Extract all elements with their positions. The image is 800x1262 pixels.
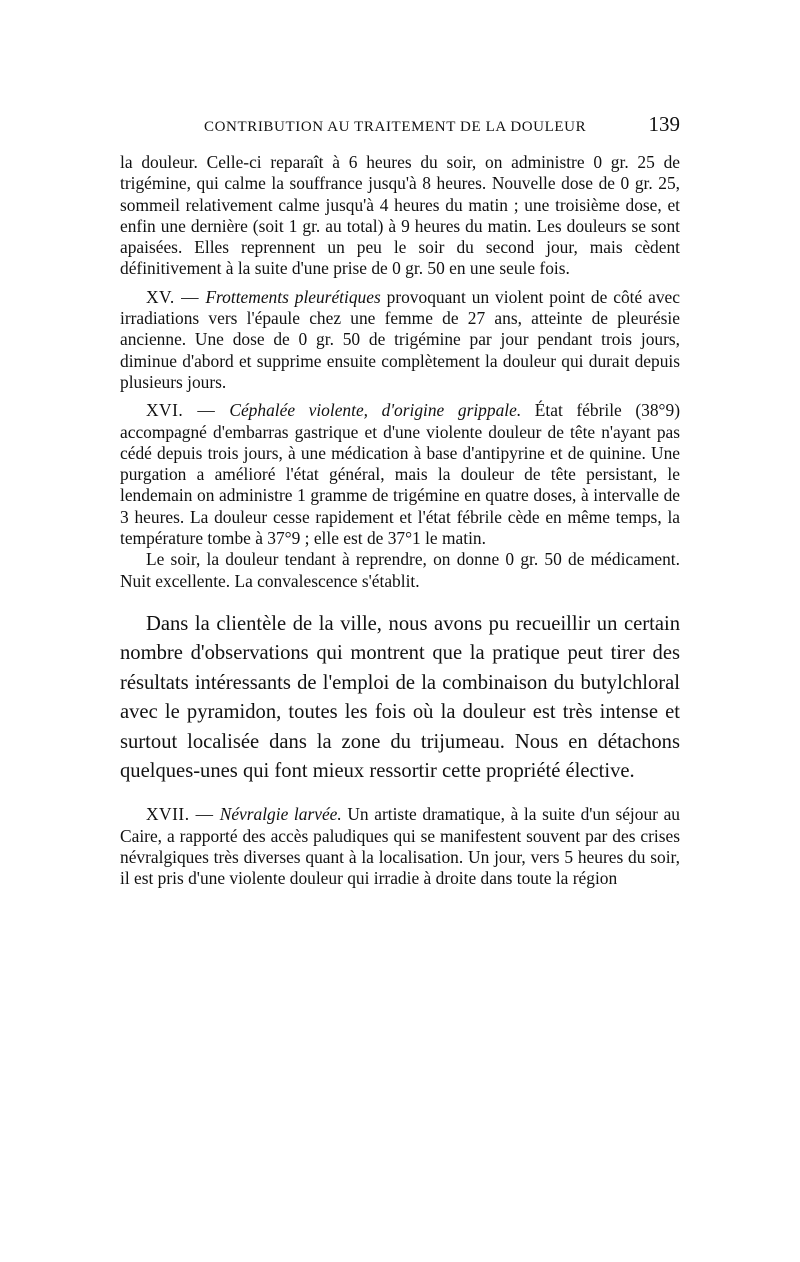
page-body	[120, 152, 680, 890]
observation-title: Céphalée violente, d'origine grippale.	[229, 400, 522, 421]
observation-title: Névralgie larvée.	[219, 804, 342, 825]
observation-title: Frottements pleurétiques	[205, 286, 381, 307]
observation-number: XVII. —	[146, 804, 220, 825]
observation-text: État fébrile (38°9) accompagné d'embarras gastrique et d'une violente douleur de tête n'ayant pas cédé depuis trois jours, à une médication à base d'antipyrine et de quinine. Une purgation a amélioré l'état général, mais la douleur de tête persistant, le lendemain on administre 1 gramme de trigémine en quatre doses, à intervalle de 3 heures. La douleur cesse rapidement et l'état fébrile cède en même temps, la température tombe à 37°9 ; elle est de 37°1 le matin.	[120, 400, 680, 549]
main-paragraph	[120, 610, 680, 786]
page-header	[120, 112, 680, 137]
paragraph-continued: la douleur. Celle-ci reparaît à 6 heures du soir, on administre 0 gr. 25 de trigémine, qui calme la souffrance jusqu'à 8 heures. Nouvelle dose de 0 gr. 25, sommeil relativement calme jusqu'à 4 heures du matin ; une troisième dose, et enfin une dernière (soit 1 gr. au total) à 9 heures du matin. Les douleurs se sont apaisées. Elles reprennent un peu le soir du second jour, mais cèdent définitivement à la suite d'une prise de 0 gr. 50 en une seule fois.	[120, 152, 680, 279]
main-paragraph-text: Dans la clientèle de la ville, nous avons pu recueillir un certain nombre d'observations qui montrent que la pratique peut tirer des résultats intéressants de l'emploi de la combinaison du butylchloral avec le pyramidon, toutes les fois où la douleur est très intense et surtout localisée dans la zone du trijumeau. Nous en détachons quelques-unes qui font mieux ressortir cette propriété élective.	[120, 612, 680, 782]
observation-xvi	[120, 400, 680, 549]
page-number: 139	[648, 112, 680, 136]
observation-xvi-continuation: Le soir, la douleur tendant à reprendre, on donne 0 gr. 50 de médicament. Nuit excellente. La convalescence s'établit.	[120, 549, 680, 591]
observation-xv	[120, 287, 680, 393]
observation-text: provoquant un violent point de côté avec irradiations vers l'épaule chez une femme de 27 ans, atteinte de pleurésie ancienne. Une dose de 0 gr. 50 de trigémine par jour pendant trois jours, diminue d'abord et supprime ensuite complètement la douleur qui durait depuis plusieurs jours.	[120, 286, 680, 392]
observation-number: XV. —	[146, 286, 206, 307]
observation-text: Un artiste dramatique, à la suite d'un séjour au Caire, a rapporté des accès paludiques qui se manifestent souvent par des crises névralgiques très diverses quant à la localisation. Un jour, vers 5 heures du soir, il est pris d'une violente douleur qui irradie à droite dans toute la région	[120, 804, 680, 889]
running-title: CONTRIBUTION AU TRAITEMENT DE LA DOULEUR	[204, 119, 587, 135]
observation-number: XVI. —	[146, 400, 230, 421]
observation-xvii	[120, 804, 680, 889]
